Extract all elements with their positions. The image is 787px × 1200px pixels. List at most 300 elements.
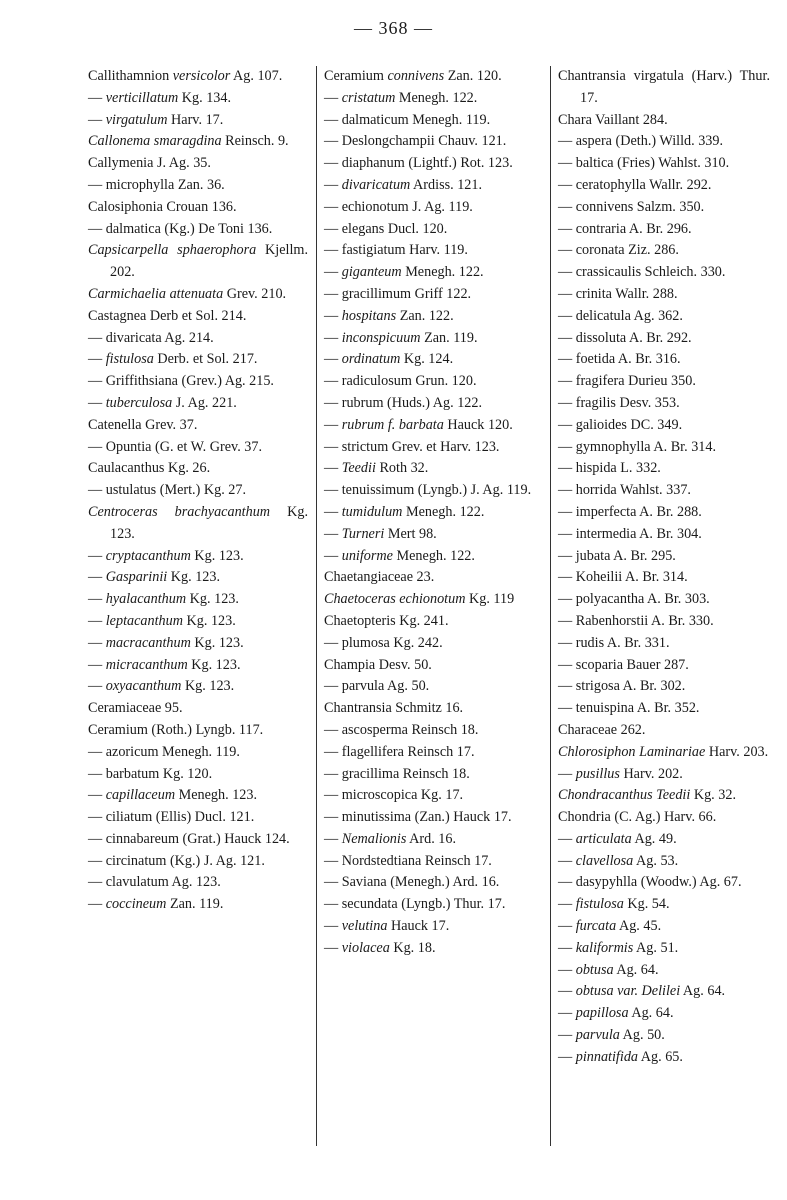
entry-text: —	[324, 264, 342, 281]
entry-text: —	[324, 460, 342, 477]
index-entry	[324, 393, 542, 415]
index-entry	[558, 131, 770, 153]
index-entry	[558, 611, 770, 633]
index-column-3	[550, 66, 770, 1146]
entry-text: — flagellifera Reinsch 17.	[324, 743, 475, 760]
entry-italic-name: kaliformis	[575, 939, 634, 956]
entry-italic-name: Gasparinii	[105, 569, 168, 586]
index-entry	[558, 240, 770, 262]
entry-italic-name: parvula	[575, 1027, 620, 1044]
entry-text: Chaetangiaceae 23.	[324, 569, 435, 586]
entry-text: — parvula Ag. 50.	[324, 678, 430, 695]
index-entry	[558, 197, 770, 219]
index-entry	[88, 546, 308, 568]
entry-italic-name: Nemalionis	[341, 830, 407, 847]
entry-text: —	[88, 547, 106, 564]
entry-italic-name: cristatum	[341, 89, 396, 106]
entry-text: Ag. 64.	[613, 961, 659, 978]
index-entry	[324, 88, 542, 110]
index-entry	[324, 131, 542, 153]
index-entry	[324, 807, 542, 829]
entry-italic-name: Capsicarpella sphaerophora	[88, 242, 257, 259]
index-column-2	[316, 66, 550, 1146]
index-entry	[88, 197, 308, 219]
entry-text: — hispida L. 332.	[558, 460, 661, 477]
entry-text: Kg. 123.	[190, 634, 244, 651]
entry-text: Zan. 122.	[396, 307, 454, 324]
entry-italic-name: obtusa	[575, 961, 614, 978]
index-entry	[558, 349, 770, 371]
entry-italic-name: Teedii	[341, 460, 376, 477]
entry-text: —	[88, 569, 106, 586]
entry-text: Menegh. 123.	[175, 787, 258, 804]
entry-text: —	[558, 1005, 576, 1022]
entry-text: — intermedia A. Br. 304.	[558, 525, 702, 542]
entry-text: Menegh. 122.	[402, 503, 485, 520]
entry-text: Caulacanthus Kg. 26.	[88, 460, 211, 477]
entry-italic-name: capillaceum	[105, 787, 176, 804]
entry-text: —	[88, 656, 106, 673]
index-entry	[324, 524, 542, 546]
entry-text: Menegh. 122.	[395, 89, 478, 106]
entry-text: — gymnophylla A. Br. 314.	[558, 438, 717, 455]
entry-text: Chara Vaillant 284.	[558, 111, 668, 128]
entry-text: — radiculosum Grun. 120.	[324, 373, 477, 390]
entry-italic-name: furcata	[575, 918, 617, 935]
entry-italic-name: pusillus	[575, 765, 620, 782]
index-entry	[558, 110, 770, 132]
entry-text: Hauck 120.	[443, 416, 513, 433]
entry-italic-name: cryptacanthum	[105, 547, 191, 564]
entry-text: Ag. 65.	[638, 1048, 683, 1065]
entry-text: —	[558, 939, 576, 956]
entry-text: — rudis A. Br. 331.	[558, 634, 670, 651]
entry-text: Mert 98.	[384, 525, 437, 542]
index-entry	[324, 872, 542, 894]
entry-text: Chaetopteris Kg. 241.	[324, 612, 449, 629]
entry-text: Ag. 64.	[628, 1005, 674, 1022]
entry-text: — dalmatica (Kg.) De Toni 136.	[88, 220, 273, 237]
entry-text: Harv. 202.	[619, 765, 683, 782]
entry-text: — Deslongchampii Chauv. 121.	[324, 133, 507, 150]
entry-italic-name: connivens	[387, 68, 445, 84]
entry-text: — tenuissimum (Lyngb.) J. Ag. 119.	[324, 482, 532, 499]
entry-text: —	[88, 394, 106, 411]
entry-text: Reinsch. 9.	[221, 133, 289, 150]
entry-text: J. Ag. 221.	[172, 394, 237, 411]
index-entry	[558, 262, 770, 284]
index-entry	[324, 785, 542, 807]
entry-text: Characeae 262.	[558, 721, 646, 738]
entry-text: Kg. 32.	[690, 787, 737, 804]
index-entry	[558, 393, 770, 415]
entry-text: — dasypyhlla (Woodw.) Ag. 67.	[558, 874, 742, 891]
index-entry	[324, 611, 542, 633]
entry-text: —	[324, 525, 342, 542]
index-entry	[324, 415, 542, 437]
index-entry	[558, 1047, 770, 1069]
index-entry	[324, 698, 542, 720]
index-entry	[324, 720, 542, 742]
entry-text: Kjellm. 202.	[110, 242, 308, 281]
entry-text: — foetida A. Br. 316.	[558, 351, 681, 368]
index-entry	[324, 153, 542, 175]
entry-italic-name: micracanthum	[105, 656, 188, 673]
index-entry	[324, 306, 542, 328]
entry-text: Chantransia virgatula (Harv.) Thur. 17.	[558, 68, 770, 106]
entry-text: — ascosperma Reinsch 18.	[324, 721, 479, 738]
entry-text: — dalmaticum Menegh. 119.	[324, 111, 491, 128]
entry-text: Kg. 123.	[110, 503, 309, 542]
entry-italic-name: oxyacanthum	[105, 678, 182, 695]
index-entry	[324, 938, 542, 960]
entry-italic-name: fistulosa	[105, 351, 154, 368]
entry-text: —	[324, 176, 342, 193]
entry-text: Kg. 119	[465, 591, 515, 608]
entry-italic-name: papillosa	[575, 1005, 629, 1022]
index-entry	[324, 371, 542, 393]
index-entry	[324, 633, 542, 655]
entry-text: — Rabenhorstii A. Br. 330.	[558, 612, 714, 629]
entry-text: —	[324, 547, 342, 564]
entry-text: Harv. 17.	[167, 111, 224, 128]
index-entry	[88, 655, 308, 677]
index-entry	[324, 851, 542, 873]
index-entry	[558, 720, 770, 742]
entry-text: — microscopica Kg. 17.	[324, 787, 464, 804]
entry-text: — tenuispina A. Br. 352.	[558, 700, 700, 717]
index-entry	[558, 981, 770, 1003]
entry-text: — Opuntia (G. et W. Grev. 37.	[88, 438, 263, 455]
entry-text: — delicatula Ag. 362.	[558, 307, 683, 324]
entry-italic-name: macracanthum	[105, 634, 191, 651]
index-entry	[558, 1025, 770, 1047]
index-entry	[88, 153, 308, 175]
index-entry	[324, 676, 542, 698]
index-entry	[558, 306, 770, 328]
entry-text: Catenella Grev. 37.	[88, 416, 198, 433]
entry-text: — dissoluta A. Br. 292.	[558, 329, 692, 346]
entry-text: Kg. 18.	[389, 939, 436, 956]
entry-text: Kg. 123.	[182, 612, 236, 629]
entry-text: — crassicaulis Schleich. 330.	[558, 264, 726, 281]
index-entry	[88, 633, 308, 655]
entry-text: —	[558, 852, 576, 869]
index-entry	[88, 894, 308, 916]
entry-italic-name: hyalacanthum	[105, 591, 187, 608]
entry-italic-name: Chlorosiphon Laminariae	[558, 743, 706, 760]
index-entry	[88, 742, 308, 764]
index-entry	[88, 66, 308, 88]
entry-text: — divaricata Ag. 214.	[88, 329, 214, 346]
index-entry	[558, 66, 770, 110]
entry-text: —	[88, 351, 106, 368]
index-entry	[324, 262, 542, 284]
entry-text: Ag. 53.	[633, 852, 679, 869]
entry-text: — Koheilii A. Br. 314.	[558, 569, 688, 586]
entry-text: — baltica (Fries) Wahlst. 310.	[558, 155, 730, 172]
entry-italic-name: verticillatum	[105, 89, 179, 106]
entry-text: Ag. 107.	[230, 68, 283, 84]
index-entry	[88, 480, 308, 502]
entry-text: — imperfecta A. Br. 288.	[558, 503, 702, 520]
entry-text: — circinatum (Kg.) J. Ag. 121.	[88, 852, 265, 869]
entry-italic-name: coccineum	[105, 896, 167, 913]
index-entry	[88, 393, 308, 415]
entry-text: — jubata A. Br. 295.	[558, 547, 676, 564]
entry-italic-name: Chaetoceras echionotum	[324, 591, 466, 608]
entry-text: —	[324, 830, 342, 847]
index-entry	[558, 219, 770, 241]
index-entry	[88, 328, 308, 350]
entry-italic-name: uniforme	[341, 547, 393, 564]
entry-text: Ag. 50.	[619, 1027, 665, 1044]
index-entry	[558, 153, 770, 175]
index-column-1	[88, 66, 316, 1146]
entry-text: Callithamnion	[88, 68, 173, 84]
entry-italic-name: fistulosa	[575, 896, 624, 913]
index-entry	[324, 480, 542, 502]
entry-text: — connivens Salzm. 350.	[558, 198, 705, 215]
entry-text: — gracillima Reinsch 18.	[324, 765, 470, 782]
page-number: — 368 —	[354, 18, 433, 38]
entry-text: —	[324, 351, 342, 368]
entry-text: —	[324, 89, 342, 106]
index-entry	[558, 546, 770, 568]
entry-italic-name: rubrum f. barbata	[341, 416, 444, 433]
entry-text: Ardiss. 121.	[410, 176, 483, 193]
index-entry	[88, 807, 308, 829]
entry-text: —	[88, 612, 106, 629]
entry-text: —	[558, 918, 576, 935]
index-entry	[324, 175, 542, 197]
index-entry	[88, 698, 308, 720]
index-entry	[558, 894, 770, 916]
entry-text: Menegh. 122.	[401, 264, 484, 281]
entry-text: Hauck 17.	[387, 918, 450, 935]
entry-text: —	[558, 961, 576, 978]
entry-text: — diaphanum (Lightf.) Rot. 123.	[324, 155, 513, 172]
index-entry	[88, 589, 308, 611]
index-entry	[558, 764, 770, 786]
entry-text: Ceramium (Roth.) Lyngb. 117.	[88, 721, 264, 738]
index-entry	[558, 916, 770, 938]
index-entry	[88, 284, 308, 306]
entry-text: Zan. 120.	[444, 68, 502, 84]
entry-text: Zan. 119.	[420, 329, 478, 346]
entry-text: Ag. 49.	[631, 830, 677, 847]
entry-text: — ustulatus (Mert.) Kg. 27.	[88, 482, 247, 499]
index-entry	[324, 349, 542, 371]
entry-text: — clavulatum Ag. 123.	[88, 874, 221, 891]
index-entry	[558, 1003, 770, 1025]
entry-text: Ard. 16.	[406, 830, 457, 847]
index-entry	[88, 371, 308, 393]
entry-text: Derb. et Sol. 217.	[153, 351, 258, 368]
entry-italic-name: tuberculosa	[105, 394, 173, 411]
entry-text: Ceramium	[324, 68, 388, 84]
entry-text: —	[88, 89, 106, 106]
index-entry	[558, 502, 770, 524]
index-entry	[88, 872, 308, 894]
entry-text: —	[88, 787, 106, 804]
entry-italic-name: Chondracanthus Teedii	[558, 787, 691, 804]
index-entry	[88, 764, 308, 786]
index-entry	[88, 720, 308, 742]
entry-italic-name: leptacanthum	[105, 612, 183, 629]
index-entry	[558, 851, 770, 873]
entry-text: —	[324, 307, 342, 324]
entry-text: Kg. 54.	[623, 896, 670, 913]
entry-italic-name: hospitans	[341, 307, 397, 324]
index-entry	[324, 916, 542, 938]
index-entry	[88, 219, 308, 241]
entry-text: — coronata Ziz. 286.	[558, 242, 679, 259]
entry-text: Ag. 64.	[680, 983, 726, 1000]
entry-text: Chondria (C. Ag.) Harv. 66.	[558, 809, 717, 826]
index-entry	[558, 960, 770, 982]
entry-text: Roth 32.	[375, 460, 429, 477]
entry-text: —	[88, 111, 106, 128]
entry-text: — azoricum Menegh. 119.	[88, 743, 240, 760]
entry-text: Chantransia Schmitz 16.	[324, 700, 464, 717]
entry-text: — crinita Wallr. 288.	[558, 285, 678, 302]
index-entry	[88, 611, 308, 633]
index-entry	[558, 371, 770, 393]
entry-text: Calosiphonia Crouan 136.	[88, 198, 237, 215]
index-entry	[558, 676, 770, 698]
entry-text: —	[324, 416, 342, 433]
entry-text: —	[558, 1027, 576, 1044]
index-entry	[88, 676, 308, 698]
index-entry	[558, 458, 770, 480]
entry-italic-name: tumidulum	[341, 503, 403, 520]
index-entry	[558, 829, 770, 851]
entry-text: — fastigiatum Harv. 119.	[324, 242, 468, 259]
index-entry	[88, 851, 308, 873]
entry-text: — ciliatum (Ellis) Ducl. 121.	[88, 809, 255, 826]
index-entry	[88, 175, 308, 197]
index-entry	[324, 567, 542, 589]
index-entry	[324, 546, 542, 568]
index-entry	[558, 567, 770, 589]
entry-text: — cinnabareum (Grat.) Hauck 124.	[88, 830, 290, 847]
entry-text: — gracillimum Griff 122.	[324, 285, 472, 302]
index-entry	[558, 807, 770, 829]
entry-italic-name: divaricatum	[341, 176, 411, 193]
entry-text: — ceratophylla Wallr. 292.	[558, 176, 712, 193]
index-entry	[324, 742, 542, 764]
entry-text: —	[88, 896, 106, 913]
entry-italic-name: obtusa var. Delilei	[575, 983, 681, 1000]
index-entry	[558, 175, 770, 197]
entry-text: Champia Desv. 50.	[324, 656, 432, 673]
index-entry	[88, 110, 308, 132]
entry-text: Kg. 123.	[181, 678, 235, 695]
index-entry	[88, 437, 308, 459]
entry-text: Ceramiaceae 95.	[88, 700, 183, 717]
entry-text: — strictum Grev. et Harv. 123.	[324, 438, 500, 455]
entry-text: — aspera (Deth.) Willd. 339.	[558, 133, 724, 150]
entry-text: —	[558, 1048, 576, 1065]
index-entry	[558, 415, 770, 437]
entry-text: — Nordstedtiana Reinsch 17.	[324, 852, 492, 869]
entry-italic-name: clavellosa	[575, 852, 634, 869]
index-entry	[558, 284, 770, 306]
index-entry	[558, 437, 770, 459]
index-entry	[88, 785, 308, 807]
index-entry	[88, 88, 308, 110]
entry-text: Harv. 203.	[705, 743, 769, 760]
entry-text: Ag. 51.	[633, 939, 679, 956]
index-entry	[324, 240, 542, 262]
entry-text: — rubrum (Huds.) Ag. 122.	[324, 394, 483, 411]
entry-text: Kg. 123.	[167, 569, 221, 586]
entry-text: — fragilis Desv. 353.	[558, 394, 680, 411]
entry-text: Kg. 123.	[187, 656, 241, 673]
entry-text: Grev. 210.	[223, 285, 287, 302]
entry-text: —	[558, 830, 576, 847]
index-entry	[88, 131, 308, 153]
entry-text: — secundata (Lyngb.) Thur. 17.	[324, 896, 506, 913]
index-columns	[88, 66, 770, 1146]
index-entry	[558, 328, 770, 350]
index-entry	[558, 872, 770, 894]
entry-italic-name: Callonema smaragdina	[88, 133, 222, 150]
entry-text: Castagnea Derb et Sol. 214.	[88, 307, 247, 324]
entry-text: — scoparia Bauer 287.	[558, 656, 689, 673]
index-entry	[324, 110, 542, 132]
entry-text: — horrida Wahlst. 337.	[558, 482, 691, 499]
entry-text: — galioides DC. 349.	[558, 416, 683, 433]
entry-text: —	[88, 591, 106, 608]
entry-text: — polyacantha A. Br. 303.	[558, 591, 710, 608]
entry-text: — plumosa Kg. 242.	[324, 634, 443, 651]
index-entry	[88, 458, 308, 480]
entry-italic-name: Centroceras brachyacanthum	[88, 503, 271, 520]
entry-text: —	[558, 896, 576, 913]
index-entry	[324, 894, 542, 916]
entry-text: —	[324, 503, 342, 520]
entry-text: — barbatum Kg. 120.	[88, 765, 213, 782]
index-entry	[88, 502, 308, 546]
entry-italic-name: velutina	[341, 918, 388, 935]
index-entry	[558, 655, 770, 677]
entry-italic-name: pinnatifida	[575, 1048, 639, 1065]
entry-text: Menegh. 122.	[392, 547, 475, 564]
index-entry	[324, 437, 542, 459]
index-entry	[558, 524, 770, 546]
entry-text: Callymenia J. Ag. 35.	[88, 155, 211, 172]
entry-italic-name: articulata	[575, 830, 632, 847]
index-entry	[324, 502, 542, 524]
entry-text: Kg. 124.	[400, 351, 454, 368]
entry-text: —	[558, 765, 576, 782]
entry-text: — strigosa A. Br. 302.	[558, 678, 686, 695]
index-entry	[558, 589, 770, 611]
index-entry	[558, 633, 770, 655]
entry-text: —	[324, 918, 342, 935]
index-entry	[324, 655, 542, 677]
index-entry	[88, 240, 308, 284]
index-entry	[558, 785, 770, 807]
index-entry	[88, 349, 308, 371]
entry-text: —	[558, 983, 576, 1000]
entry-text: Kg. 134.	[178, 89, 232, 106]
entry-italic-name: versicolor	[172, 68, 231, 84]
entry-italic-name: inconspicuum	[341, 329, 421, 346]
entry-italic-name: Turneri	[341, 525, 385, 542]
